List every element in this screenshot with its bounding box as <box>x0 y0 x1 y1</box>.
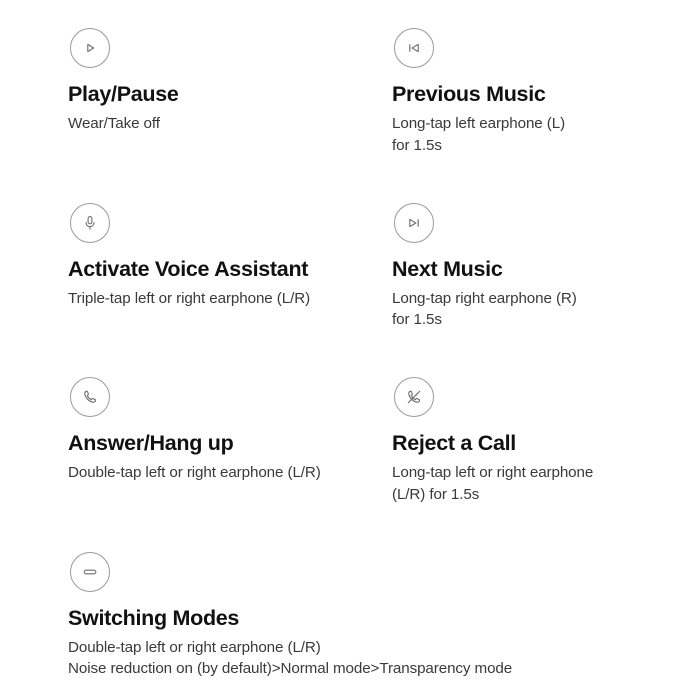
feature-title: Previous Music <box>392 82 546 106</box>
phone-reject-icon <box>394 377 434 417</box>
feature-description <box>68 113 392 135</box>
feature-description <box>392 288 668 331</box>
row-spacer <box>68 518 668 552</box>
description-line: Double-tap left or right earphone (L/R) <box>68 638 321 656</box>
feature-grid <box>68 28 668 692</box>
feature-title: Activate Voice Assistant <box>68 256 309 281</box>
feature-description <box>68 462 392 484</box>
next-track-icon <box>394 203 434 243</box>
feature-previous-music <box>392 28 668 169</box>
earbud-icon <box>70 552 110 592</box>
description-line: Noise reduction on (by default)>Normal mode>Transparency mode <box>68 660 513 678</box>
description-line: for 1.5s <box>392 136 442 154</box>
feature-title: Next Music <box>392 256 503 281</box>
feature-description <box>392 113 668 156</box>
row-spacer <box>68 343 668 377</box>
description-line: (L/R) for 1.5s <box>392 485 480 503</box>
microphone-icon <box>70 203 110 243</box>
feature-play-pause <box>68 28 392 169</box>
description-line: Wear/Take off <box>68 115 160 133</box>
row-spacer <box>68 169 668 203</box>
description-line: Double-tap left or right earphone (L/R) <box>68 464 321 482</box>
feature-answer-hang-up <box>68 377 392 518</box>
feature-title: Reject a Call <box>392 431 516 456</box>
description-line: Long-tap left or right earphone <box>392 464 594 482</box>
feature-title: Switching Modes <box>68 605 240 630</box>
description-line: for 1.5s <box>392 311 442 329</box>
feature-reject-a-call <box>392 377 668 518</box>
feature-description <box>68 637 668 680</box>
feature-title: Answer/Hang up <box>68 431 234 456</box>
description-line: Long-tap right earphone (R) <box>392 289 577 307</box>
play-icon <box>70 28 110 68</box>
feature-description <box>392 462 668 505</box>
phone-icon <box>70 377 110 417</box>
feature-next-music <box>392 203 668 344</box>
feature-description <box>68 288 392 310</box>
description-line: Long-tap left earphone (L) <box>392 115 566 133</box>
feature-title: Play/Pause <box>68 82 179 106</box>
feature-activate-voice-assistant <box>68 203 392 344</box>
description-line: Triple-tap left or right earphone (L/R) <box>68 289 311 307</box>
previous-track-icon <box>394 28 434 68</box>
feature-switching-modes <box>68 552 668 693</box>
